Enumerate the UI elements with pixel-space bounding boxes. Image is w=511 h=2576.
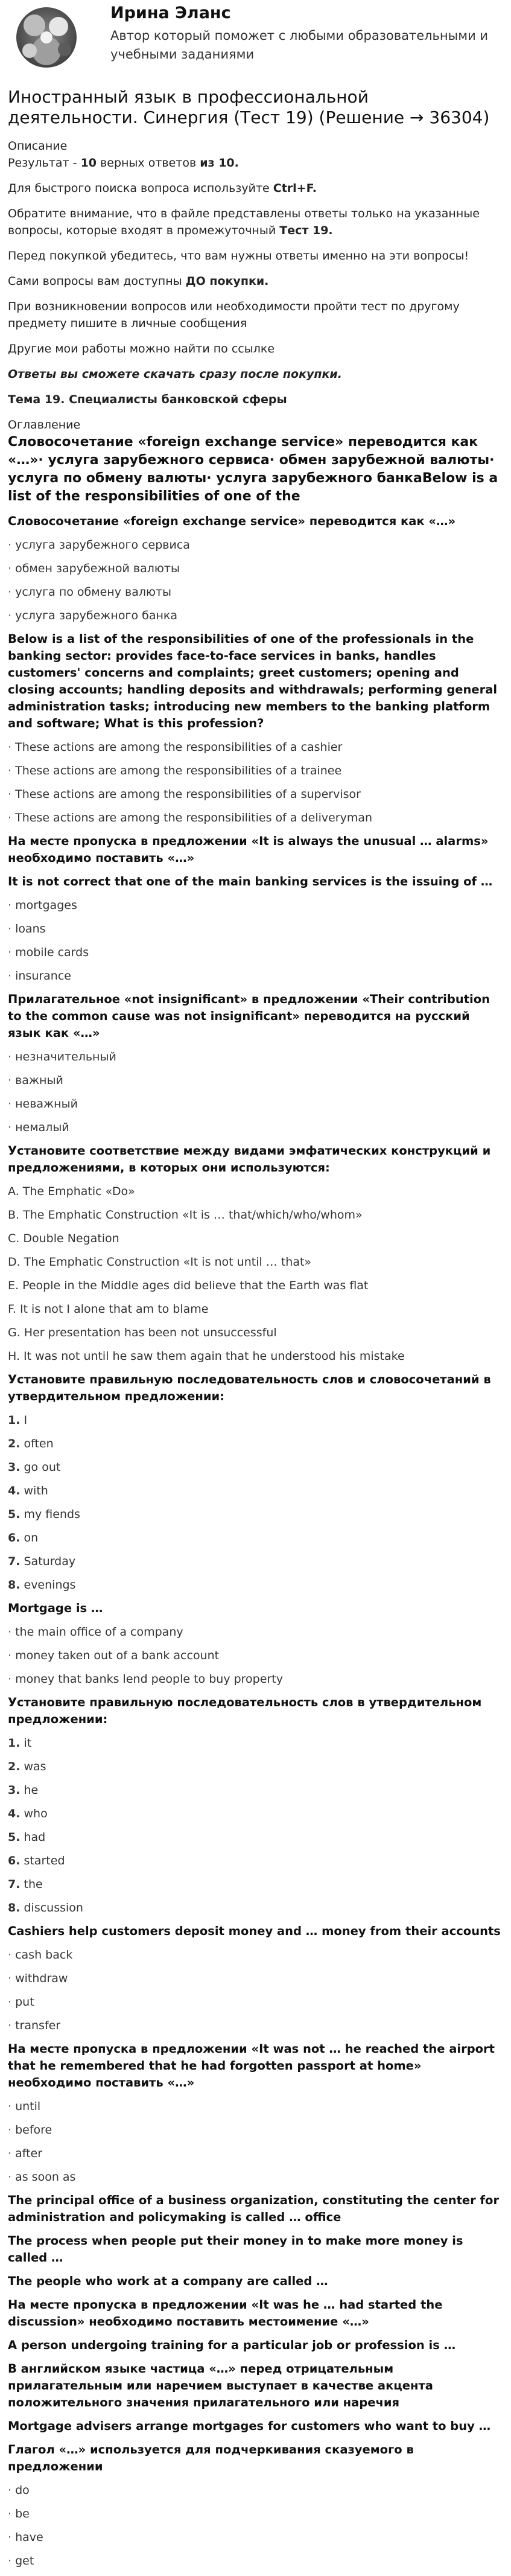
sequence-item (8, 1876, 503, 1893)
bullet-icon: · (8, 946, 16, 959)
result-prefix: Результат - (8, 156, 81, 170)
questions-list (8, 513, 503, 2569)
toc-title[interactable]: Словосочетание «foreign exchange service» переводится как «…»· услуга зарубежного сервиса· обмен зарубежной валюты· услуга по обмену валюты· услуга зарубежного банкаBelow is a list of the responsibilities of one of the (8, 435, 498, 504)
download-note: Ответы вы сможете скачать сразу после покупки. (8, 368, 342, 381)
answer-option (8, 1671, 503, 1688)
match-item: F. It is not I alone that am to blame (8, 1302, 209, 1316)
sequence-text: discussion (24, 1901, 83, 1914)
answer-option-text: the main office of a company (15, 1625, 183, 1639)
match-item: C. Double Negation (8, 1232, 119, 1245)
question-text: The people who work at a company are called … (8, 2274, 328, 2288)
answer-option-text: These actions are among the responsibilities of a cashier (15, 741, 343, 754)
bullet-icon: · (8, 562, 16, 575)
answer-option-text: until (15, 2100, 41, 2113)
question-text: На месте пропуска в предложении «It was he … had started the discussion» необходимо поставить местоимение «…» (8, 2298, 443, 2329)
sequence-number: 2. (8, 1437, 21, 1450)
answer-option-text: insurance (15, 969, 71, 983)
answer-option-text: обмен зарубежной валюты (15, 562, 180, 575)
sequence-item (8, 1829, 503, 1846)
sequence-number: 8. (8, 1578, 21, 1592)
answer-option-text: These actions are among the responsibilities of a deliveryman (15, 811, 373, 824)
result-line (8, 155, 503, 171)
answer-option (8, 584, 503, 601)
page-title: Иностранный язык в профессиональной деятельности. Синергия (Тест 19) (Решение → 36304) (8, 87, 490, 127)
sequence-number: 1. (8, 1736, 21, 1750)
answer-option (8, 739, 503, 756)
answer-option (8, 607, 503, 624)
bullet-icon: · (8, 609, 16, 622)
sequence-number: 5. (8, 1508, 21, 1521)
notice-text: Обратите внимание, что в файле представлены ответы только на указанные вопросы, которые входят в промежуточный (8, 207, 480, 237)
answer-option (8, 1624, 503, 1640)
bullet-icon: · (8, 538, 16, 552)
bullet-icon: · (8, 899, 16, 912)
match-item: D. The Emphatic Construction «It is not until … that» (8, 1255, 312, 1269)
notice (8, 205, 503, 239)
question-text: Установите правильную последовательность слов в утвердительном предложении: (8, 1695, 482, 1726)
answer-option-text: be (15, 2507, 30, 2520)
sequence-text: with (24, 1484, 48, 1497)
answer-option-text: неважный (15, 1097, 78, 1111)
sequence-number: 4. (8, 1807, 21, 1820)
answer-option-text: услуга зарубежного сервиса (15, 538, 190, 552)
sequence-text: he (24, 1784, 39, 1797)
question-text: The principal office of a business organization, constituting the center for administration and policymaking is called … office (8, 2193, 500, 2224)
answer-option-text: transfer (15, 2019, 61, 2032)
bullet-icon: · (8, 1995, 16, 2009)
description-label: Описание (8, 139, 68, 153)
sequence-item (8, 1782, 503, 1799)
bullet-icon: · (8, 2123, 16, 2137)
result-count: 10 (80, 156, 97, 170)
answer-option (8, 2529, 503, 2546)
bullet-icon: · (8, 2484, 16, 2497)
sequence-number: 2. (8, 1760, 21, 1773)
sequence-item (8, 1735, 503, 1752)
answer-option (8, 2169, 503, 2185)
answer-option-text: loans (15, 922, 46, 936)
notice-test: Тест 19. (279, 224, 333, 237)
answer-option (8, 1048, 503, 1065)
match-item: H. It was not until he saw them again that he understood his mistake (8, 1350, 405, 1363)
question-text: It is not correct that one of the main banking services is the issuing of … (8, 875, 493, 888)
bullet-icon: · (8, 2531, 16, 2544)
answer-option-text: These actions are among the responsibilities of a supervisor (15, 788, 361, 801)
search-hint (8, 180, 503, 197)
answer-option (8, 1946, 503, 1963)
sequence-item (8, 1506, 503, 1523)
topic: Тема 19. Специалисты банковской сферы (8, 393, 287, 406)
answer-option-text: do (15, 2484, 30, 2497)
sequence-number: 1. (8, 1414, 21, 1427)
answer-option (8, 786, 503, 803)
bullet-icon: · (8, 1074, 16, 1087)
sequence-item (8, 1899, 503, 1916)
match-item: G. Her presentation has been not unsuccessful (8, 1326, 277, 1339)
bullet-icon: · (8, 2019, 16, 2032)
avatar-image (16, 7, 77, 68)
answer-option-text: mobile cards (15, 946, 89, 959)
sequence-number: 6. (8, 1854, 21, 1867)
sequence-number: 8. (8, 1901, 21, 1914)
answer-option (8, 2122, 503, 2138)
sequence-text: was (24, 1760, 46, 1773)
toc-label: Оглавление (8, 418, 81, 432)
sequence-item (8, 1482, 503, 1499)
answer-option (8, 2017, 503, 2034)
answer-option-text: mortgages (15, 899, 77, 912)
answer-option-text: get (15, 2554, 34, 2568)
answer-option (8, 809, 503, 826)
bullet-icon: · (8, 1649, 16, 1662)
sequence-item (8, 1435, 503, 1452)
answer-option-text: услуга по обмену валюты (15, 585, 172, 599)
question-text: На месте пропуска в предложении «It is always the unusual … alarms» необходимо поставить «…» (8, 834, 489, 865)
question-text: Словосочетание «foreign exchange service» переводится как «…» (8, 514, 456, 528)
sequence-number: 3. (8, 1461, 21, 1474)
sequence-text: evenings (24, 1578, 76, 1592)
bullet-icon: · (8, 1121, 16, 1134)
question-text: В английском языке частица «…» перед отрицательным прилагательным или наречием выступает в качестве акцента положительного значения прилагательного или наречия (8, 2362, 433, 2409)
sequence-text: often (24, 1437, 54, 1450)
answer-option-text: These actions are among the responsibilities of a trainee (15, 764, 342, 777)
bullet-icon: · (8, 969, 16, 983)
sequence-item (8, 1758, 503, 1775)
answer-option (8, 1647, 503, 1664)
answer-option (8, 762, 503, 779)
author-description: Автор который поможет с любыми образовательными и учебными заданиями (110, 28, 489, 62)
answer-option (8, 920, 503, 937)
sequence-item (8, 1529, 503, 1546)
search-hint-text: Для быстрого поиска вопроса используйте (8, 182, 273, 195)
question-text: A person undergoing training for a particular job or profession is … (8, 2338, 456, 2352)
sequence-item (8, 1577, 503, 1593)
question-text: Установите соответствие между видами эмфатических конструкций и предложениями, в которых они используются: (8, 1144, 491, 1175)
answer-option (8, 2552, 503, 2569)
question-text: Глагол «…» используется для подчеркивания сказуемого в предложении (8, 2443, 414, 2473)
answer-option-text: немалый (15, 1121, 69, 1134)
bullet-icon: · (8, 741, 16, 754)
answer-option-text: незначительный (15, 1050, 116, 1063)
sequence-text: it (24, 1736, 32, 1750)
sequence-item (8, 1553, 503, 1570)
author-header (8, 0, 503, 78)
answer-option (8, 2505, 503, 2522)
answer-option-text: before (15, 2123, 52, 2137)
bullet-icon: · (8, 922, 16, 936)
avatar[interactable] (16, 7, 77, 68)
answer-option-text: money that banks lend people to buy property (15, 1672, 283, 1686)
answer-option (8, 968, 503, 984)
search-keys: Ctrl+F. (273, 182, 317, 195)
answer-option (8, 2482, 503, 2499)
sequence-text: Saturday (24, 1555, 76, 1568)
result-suffix: из 10. (200, 156, 239, 170)
intro (8, 138, 503, 506)
bullet-icon: · (8, 1097, 16, 1111)
answer-option-text: as soon as (15, 2170, 76, 2184)
sequence-number: 7. (8, 1555, 21, 1568)
bullet-icon: · (8, 1050, 16, 1063)
question-text: Mortgage is … (8, 1601, 103, 1615)
match-item: E. People in the Middle ages did believe that the Earth was flat (8, 1279, 369, 1292)
author-name[interactable]: Ирина Эланс (110, 4, 231, 22)
bullet-icon: · (8, 585, 16, 599)
answer-option (8, 1095, 503, 1112)
access-text: Сами вопросы вам доступны (8, 275, 186, 288)
sequence-text: go out (24, 1461, 61, 1474)
bullet-icon: · (8, 2100, 16, 2113)
sequence-number: 5. (8, 1831, 21, 1844)
sequence-number: 7. (8, 1878, 21, 1891)
question-text: На месте пропуска в предложении «It was not … he reached the airport that he remembered that he had forgotten passport at home» необходимо поставить «…» (8, 2042, 495, 2090)
answer-option-text: have (15, 2531, 43, 2544)
result-mid: верных ответов (97, 156, 200, 170)
answer-option-text: put (15, 1995, 34, 2009)
answer-option-text: важный (15, 1074, 63, 1087)
answer-option-text: withdraw (15, 1972, 68, 1985)
access-bold: ДО покупки. (185, 275, 269, 288)
sequence-item (8, 1459, 503, 1476)
bullet-icon: · (8, 2507, 16, 2520)
bullet-icon: · (8, 788, 16, 801)
question-text: Mortgage advisers arrange mortgages for customers who want to buy … (8, 2419, 491, 2433)
sequence-item (8, 1412, 503, 1429)
bullet-icon: · (8, 2147, 16, 2160)
answer-option (8, 2098, 503, 2115)
sequence-text: my fiends (24, 1508, 80, 1521)
bullet-icon: · (8, 764, 16, 777)
sequence-text: started (24, 1854, 65, 1867)
sequence-text: who (24, 1807, 48, 1820)
question-text: Cashiers help customers deposit money and … money from their accounts (8, 1924, 501, 1938)
sequence-number: 4. (8, 1484, 21, 1497)
answer-option (8, 944, 503, 961)
answer-option (8, 1072, 503, 1089)
question-text: The process when people put their money in to make more money is called … (8, 2234, 463, 2265)
match-item: B. The Emphatic Construction «It is … that/which/who/whom» (8, 1208, 363, 1222)
sequence-number: 3. (8, 1784, 21, 1797)
answer-option (8, 2145, 503, 2162)
answer-option (8, 1970, 503, 1987)
answer-option (8, 537, 503, 553)
bullet-icon: · (8, 1625, 16, 1639)
answer-option-text: money taken out of a bank account (15, 1649, 220, 1662)
bullet-icon: · (8, 2554, 16, 2568)
question-text: Установите правильную последовательность слов и словосочетаний в утвердительном предложении: (8, 1372, 491, 1403)
answer-option-text: cash back (15, 1948, 73, 1962)
bullet-icon: · (8, 2170, 16, 2184)
answer-option (8, 897, 503, 914)
question-text: Below is a list of the responsibilities of one of the professionals in the banking sector: provides face-to-face services in banks, handles customers' concerns and complaints; greet customers; opening and closing accounts; handling deposits and withdrawals; performing general administration tasks; introducing new members to the banking platform and software; What is this profession? (8, 632, 498, 730)
problems-note: При возникновении вопросов или необходимости пройти тест по другому предмету пишите в личные сообщения (8, 300, 460, 330)
sequence-item (8, 1852, 503, 1869)
sequence-number: 6. (8, 1531, 21, 1545)
bullet-icon: · (8, 1972, 16, 1985)
answer-option (8, 1994, 503, 2010)
answer-option (8, 1119, 503, 1136)
bullet-icon: · (8, 811, 16, 824)
sequence-item (8, 1805, 503, 1822)
answer-option (8, 560, 503, 577)
sequence-text: on (24, 1531, 39, 1545)
before-buy: Перед покупкой убедитесь, что вам нужны ответы именно на эти вопросы! (8, 249, 469, 263)
other-works-link[interactable]: Другие мои работы можно найти по ссылке (8, 342, 275, 355)
question-text: Прилагательное «not insignificant» в предложении «Their contribution to the common cause was not insignificant» переводится на русский язык как «…» (8, 992, 490, 1040)
answer-option-text: after (15, 2147, 43, 2160)
bullet-icon: · (8, 1948, 16, 1962)
match-item: A. The Emphatic «Do» (8, 1185, 135, 1198)
sequence-text: I (24, 1414, 28, 1427)
answer-option-text: услуга зарубежного банка (15, 609, 178, 622)
sequence-text: had (24, 1831, 46, 1844)
sequence-text: the (24, 1878, 43, 1891)
bullet-icon: · (8, 1672, 16, 1686)
access-note (8, 273, 503, 290)
